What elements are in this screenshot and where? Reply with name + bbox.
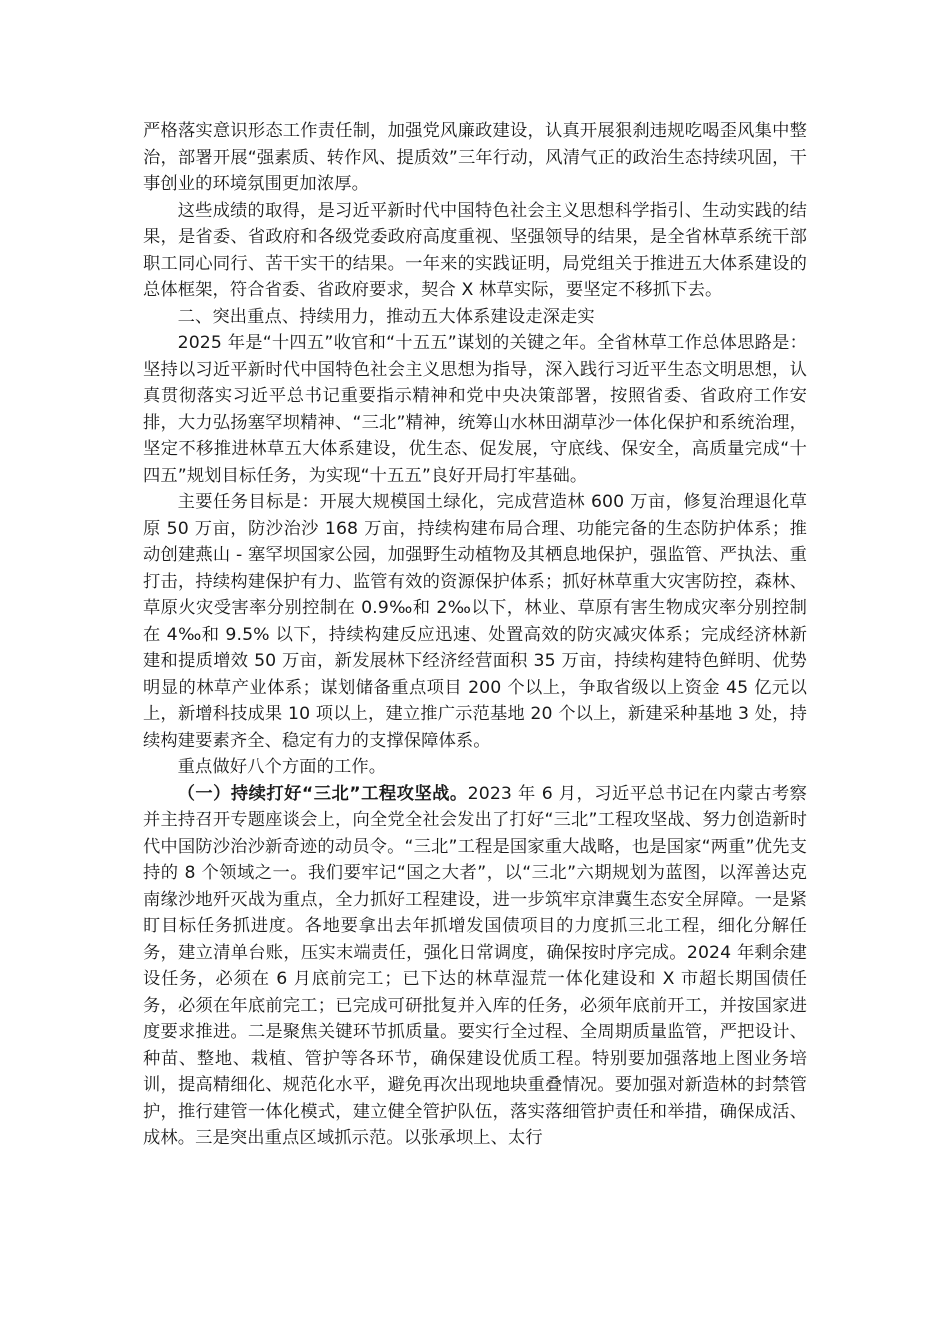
section-heading: 二、突出重点、持续用力，推动五大体系建设走深走实 [177, 306, 595, 327]
paragraph: 重点做好八个方面的工作。 [177, 757, 387, 777]
paragraph-text: 2023 年 6 月，习近平总书记在内蒙古考察并主持召开专题座谈会上，向全党全社会发出了打好“三北”工程攻坚战、努力创造新时代中国防沙治沙新奇迹的动员令。“三北”工程是国家重大战略，也是国家“两重”优先支持的 8 个领域之一。我们要牢记“国之大者”，以“三北”六期规划为蓝图，以浑善达克南缘沙地歼灭战为重点，全力抓好工程建设，进一步筑牢京津冀生态安全屏障。一是紧盯目标任务抓进度。各地要拿出去年抓增发国债项目的力度抓三北工程，细化分解任务，建立清单台账，压实末端责任，强化日常调度，确保按时序完成。2024 年剩余建设任务，必须在 6 月底前完工；已下达的林草湿荒一体化建设和 X 市超长期国债任务，必须在年底前完工；已完成可研批复并入库的任务，必须年底前开工，并按国家进度要求推进。二是聚焦关键环节抓质量。要实行全过程、全周期质量监管，严把设计、种苗、整地、栽植、管护等各环节，确保建设优质工程。特别要加强落地上图业务培训，提高精细化、规范化水平，避免再次出现地块重叠情况。要加强对新造林的封禁管护，推行建管一体化模式，建立健全管护队伍，落实落细管护责任和举措，确保成活、成林。三是突出重点区域抓示范。以张承坝上、太行 [143, 783, 807, 1148]
paragraph: 2025 年是“十四五”收官和“十五五”谋划的关键之年。全省林草工作总体思路是：坚持以习近平新时代中国特色社会主义思想为指导，深入践行习近平生态文明思想，认真贯彻落实习近平总书记重要指示精神和党中央决策部署，按照省委、省政府工作安排，大力弘扬塞罕坝精神、“三北”精神，统筹山水林田湖草沙一体化保护和系统治理，坚定不移推进林草五大体系建设，优生态、促发展，守底线、保安全，高质量完成“十四五”规划目标任务，为实现“十五五”良好开局打牢基础。 [143, 333, 807, 486]
paragraph: 主要任务目标是：开展大规模国土绿化，完成营造林 600 万亩，修复治理退化草原 50 万亩，防沙治沙 168 万亩，持续构建布局合理、功能完备的生态防护体系；推动创建燕山 - 塞罕坝国家公园，加强野生动植物及其栖息地保护，强监管、严执法、重打击，持续构建保护有力、监管有效的资源保护体系；抓好林草重大灾害防控，森林、草原火灾受害率分别控制在 0.9‰和 2‰以下，林业、草原有害生物成灾率分别控制在 4‰和 9.5% 以下，持续构建反应迅速、处置高效的防灾减灾体系；完成经济林新建和提质增效 50 万亩，新发展林下经济经营面积 35 万亩，持续构建特色鲜明、优势明显的林草产业体系；谋划储备重点项目 200 个以上，争取省级以上资金 45 亿元以上，新增科技成果 10 项以上，建立推广示范基地 20 个以上，新建采种基地 3 处，持续构建要素齐全、稳定有力的支撑保障体系。 [143, 492, 807, 751]
subsection-heading: （一）持续打好“三北”工程攻坚战。 [177, 783, 468, 804]
paragraph [143, 781, 807, 1152]
paragraph: 严格落实意识形态工作责任制，加强党风廉政建设，认真开展狠刹违规吃喝歪风集中整治，部署开展“强素质、转作风、提质效”三年行动，风清气正的政治生态持续巩固，干事创业的环境氛围更加浓厚。 [143, 121, 807, 194]
paragraph: 这些成绩的取得，是习近平新时代中国特色社会主义思想科学指引、生动实践的结果，是省委、省政府和各级党委政府高度重视、坚强领导的结果，是全省林草系统干部职工同心同行、苦干实干的结果。一年来的实践证明，局党组关于推进五大体系建设的总体框架，符合省委、省政府要求，契合 X 林草实际，要坚定不移抓下去。 [143, 200, 807, 300]
document-body [143, 118, 807, 1152]
